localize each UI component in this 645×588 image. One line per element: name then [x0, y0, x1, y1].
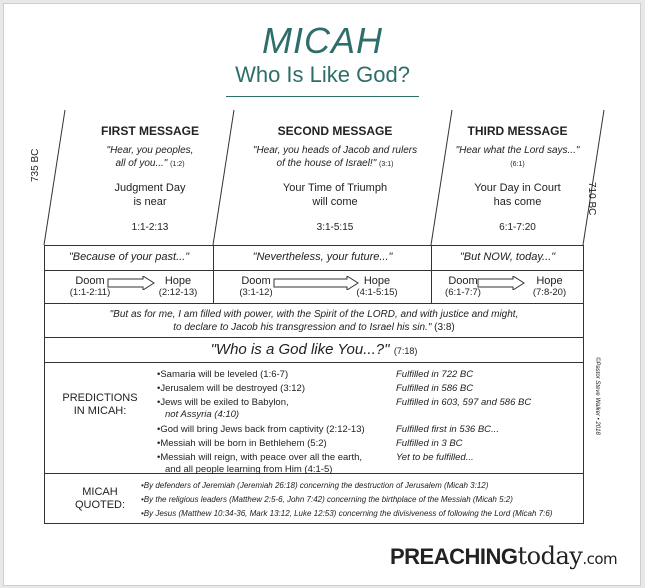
prediction-item: •Jews will be exiled to Babylon, not Assyria (4:10)	[157, 397, 289, 420]
key-verse: "But as for me, I am filled with power, with the Spirit of the LORD, and with justice and might, to declare to Jacob his transgression and to Israel his sin." (3:8)	[109, 309, 519, 333]
caption-3: "But NOW, today..."	[459, 251, 556, 263]
quote-list	[141, 479, 581, 521]
message-theme: Your Day in Court has come	[474, 182, 561, 208]
start-date: 735 BC	[30, 148, 41, 182]
copyright: ©Pastor Steve Walker • 2018	[594, 357, 600, 435]
fulfillment-item: Fulfilled in 722 BC	[396, 369, 474, 380]
message-header: THIRD MESSAGE	[467, 124, 568, 138]
predictions-label: PREDICTIONS IN MICAH:	[62, 392, 138, 417]
fulfillment-item: Fulfilled in 3 BC	[396, 438, 463, 449]
prediction-list	[157, 369, 377, 476]
divider-left	[44, 110, 65, 245]
doom-2: Doom (3:1-12)	[239, 275, 273, 298]
prediction-item: •Messiah will reign, with peace over all the earth, and all people learning from Him (4:1-5)	[157, 452, 363, 475]
prediction-item: •God will bring Jews back from captivity (2:12-13)	[157, 424, 365, 435]
hope-1: Hope (2:12-13)	[158, 275, 198, 298]
caption-2: "Nevertheless, your future..."	[252, 251, 393, 263]
quote-item: •By the religious leaders (Matthew 2:5-6, John 7:42) concerning the birthplace of the Messiah (Micah 5:2)	[141, 495, 513, 504]
fulfillment-list	[396, 369, 576, 464]
message-theme: Judgment Day is near	[114, 182, 186, 208]
message-header: FIRST MESSAGE	[100, 124, 199, 138]
chart-subtitle: Who Is Like God?	[235, 62, 410, 87]
message-quote: "Hear, you heads of Jacob and rulers of the house of Israel!" (3:1)	[252, 145, 418, 169]
prediction-item: •Messiah will be born in Bethlehem (5:2)	[157, 438, 327, 449]
chart-title: MICAH	[262, 20, 383, 61]
fulfillment-item: Fulfilled in 603, 597 and 586 BC	[396, 397, 532, 408]
message-3	[445, 124, 590, 233]
caption-1: "Because of your past..."	[68, 251, 190, 263]
message-quote: "Hear, you peoples, all of you..." (1:2)	[106, 145, 194, 169]
fulfillment-item: Fulfilled in 586 BC	[396, 383, 474, 394]
message-quote: "Hear what the Lord says..." (6:1)	[455, 145, 580, 168]
quoted-label: MICAH QUOTED:	[74, 486, 126, 511]
grid-line	[44, 523, 584, 524]
doom-1: Doom (1:1-2:11)	[69, 275, 111, 298]
message-range: 6:1-7:20	[499, 222, 536, 233]
grid-line	[44, 270, 584, 271]
prediction-item: •Samaria will be leveled (1:6-7)	[157, 369, 289, 380]
message-1	[75, 124, 225, 233]
fulfillment-item: Yet to be fulfilled...	[396, 452, 474, 463]
end-date: 710 BC	[586, 182, 597, 216]
message-2	[235, 124, 435, 233]
grid-line-left	[44, 245, 45, 523]
preachingtoday-logo[interactable]: PREACHINGtoday.com	[390, 542, 618, 570]
message-range: 1:1-2:13	[131, 222, 169, 233]
hope-2: Hope (4:1-5:15)	[356, 275, 398, 298]
quote-item: •By Jesus (Matthew 10:34-36, Mark 13:12, Luke 12:53) concerning the divisiveness of following the Lord (Micah 7:6)	[141, 509, 553, 518]
quote-item: •By defenders of Jeremiah (Jeremiah 26:18) concerning the destruction of Jerusalem (Micah 3:12)	[141, 481, 489, 490]
hope-3: Hope (7:8-20)	[532, 275, 567, 298]
key-question: "Who is a God like You...?" (7:18)	[210, 341, 418, 358]
grid-line	[44, 303, 584, 304]
fulfillment-item: Fulfilled first in 536 BC...	[396, 424, 499, 435]
prediction-item: •Jerusalem will be destroyed (3:12)	[157, 383, 306, 394]
grid-line	[44, 245, 584, 246]
grid-line	[44, 337, 584, 338]
grid-line	[44, 362, 584, 363]
message-range: 3:1-5:15	[316, 222, 354, 233]
arrow-3	[477, 276, 525, 290]
doom-3: Doom (6:1-7:7)	[445, 275, 481, 298]
message-theme: Your Time of Triumph will come	[282, 182, 388, 208]
grid-line-right	[583, 245, 584, 523]
message-header: SECOND MESSAGE	[277, 124, 393, 138]
